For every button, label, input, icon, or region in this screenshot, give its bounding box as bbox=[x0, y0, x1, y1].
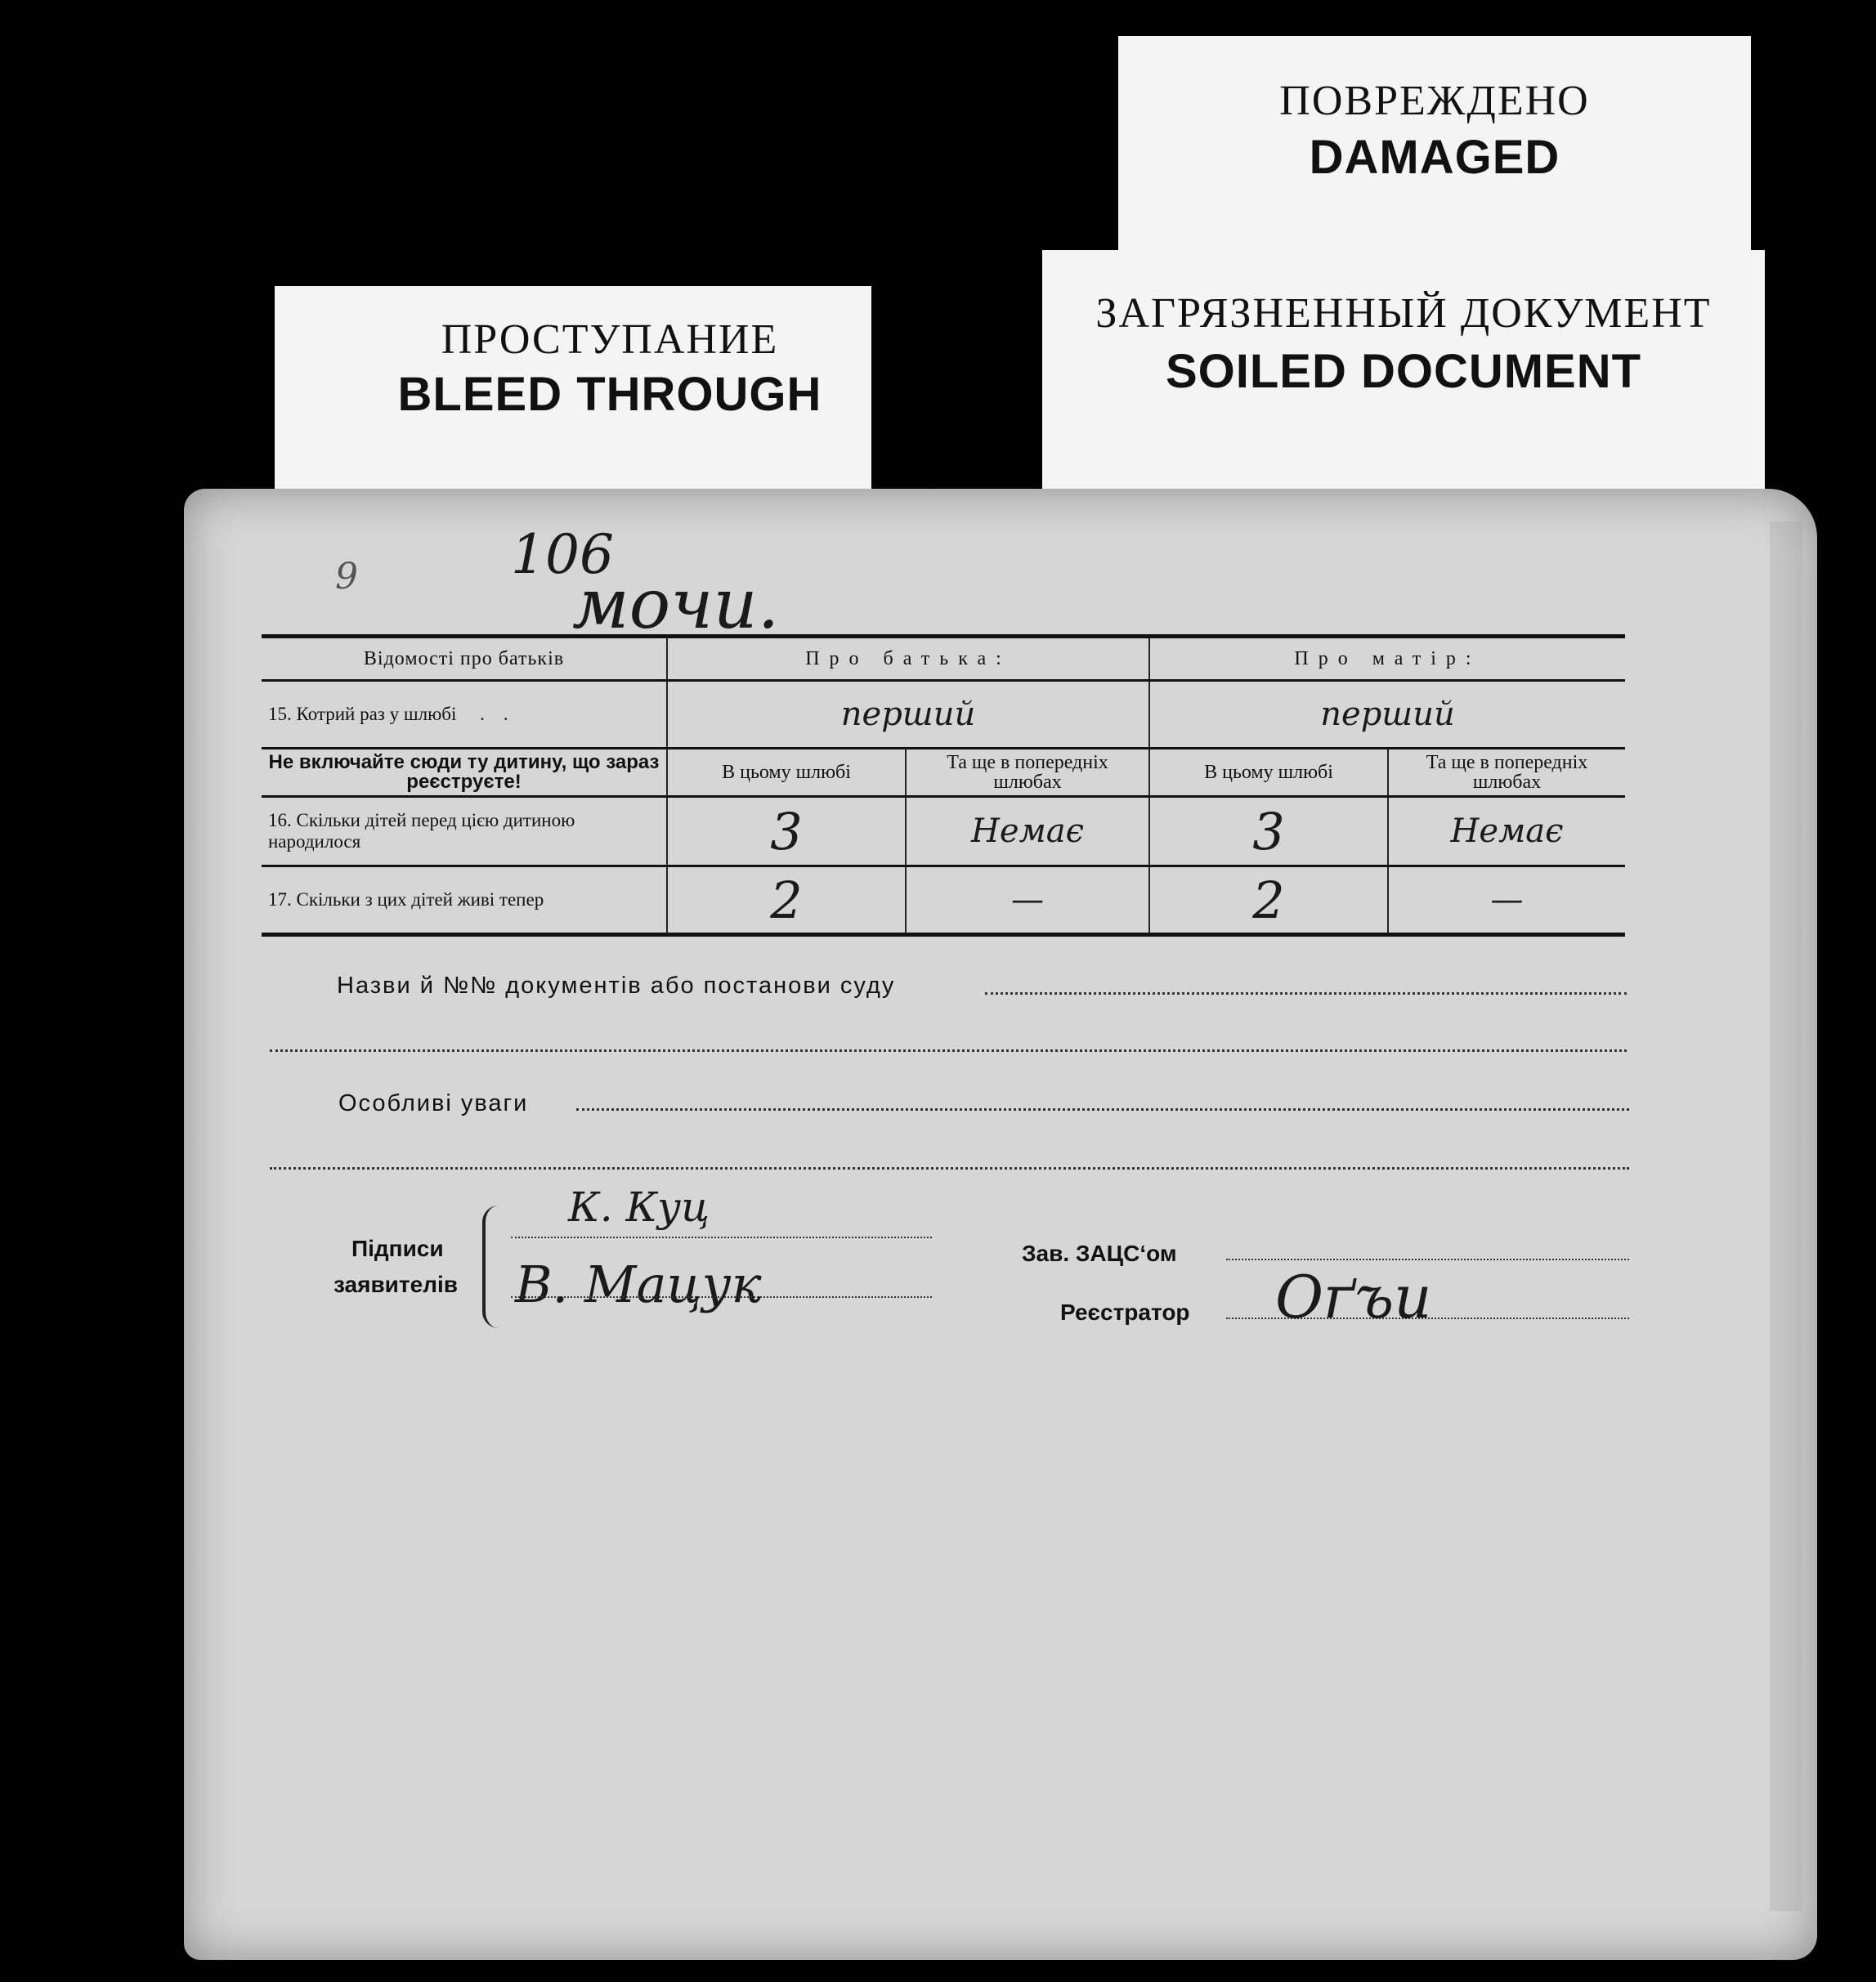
row16-label: 16. Скільки дітей перед цією дитиною народилося bbox=[262, 797, 667, 866]
table-subheader-row bbox=[262, 749, 1625, 797]
row17-mother-this: 2 bbox=[1149, 866, 1388, 935]
head-zags-line bbox=[1226, 1259, 1629, 1260]
table-row bbox=[262, 681, 1625, 749]
row15-father: перший bbox=[667, 681, 1149, 749]
row15-mother: перший bbox=[1149, 681, 1625, 749]
damaged-tab-ru: ПОВРЕЖДЕНО bbox=[1279, 78, 1590, 124]
row15-label: 15. Котрий раз у шлюбі . . bbox=[262, 681, 667, 749]
bleed-tab-ru: ПРОСТУПАНИЕ bbox=[441, 316, 779, 363]
row16-mother-prev: Немає bbox=[1388, 797, 1625, 866]
signature-line-2 bbox=[511, 1296, 932, 1298]
exclude-note: Не включайте сюди ту дитину, що зараз реєструєте! bbox=[262, 749, 667, 797]
header-mother: Про матір: bbox=[1149, 637, 1625, 681]
row17-father-prev: — bbox=[906, 866, 1149, 935]
documents-line-2 bbox=[270, 1049, 1627, 1052]
mother-previous-header: Та ще в попередніх шлюбах bbox=[1388, 749, 1625, 797]
row16-father-prev: Немає bbox=[906, 797, 1149, 866]
documents-label: Назви й №№ документів або постанови суду bbox=[337, 973, 896, 999]
remarks-line bbox=[576, 1108, 1629, 1111]
record-number: 106 bbox=[511, 523, 614, 586]
damaged-tab bbox=[1118, 36, 1751, 250]
remarks-line-2 bbox=[270, 1167, 1629, 1170]
damaged-tab-en: DAMAGED bbox=[1309, 131, 1560, 184]
signatures-brace bbox=[482, 1206, 505, 1328]
torn-edge bbox=[1770, 521, 1802, 1911]
record-note: мочи. bbox=[572, 564, 780, 644]
parents-info-table bbox=[262, 634, 1625, 937]
row16-mother-this: 3 bbox=[1149, 797, 1388, 866]
table-header-row bbox=[262, 637, 1625, 681]
soiled-tab-ru: ЗАГРЯЗНЕННЫЙ ДОКУМЕНТ bbox=[1095, 290, 1712, 337]
header-father: Про батька: bbox=[667, 637, 1149, 681]
father-previous-header: Та ще в попередніх шлюбах bbox=[906, 749, 1149, 797]
remarks-label: Особливі уваги bbox=[338, 1090, 529, 1116]
row17-label: 17. Скільки з цих дітей живі тепер bbox=[262, 866, 667, 935]
signatures-label: Підписи bbox=[351, 1236, 444, 1261]
row16-father-this: 3 bbox=[667, 797, 906, 866]
signature-line-1 bbox=[511, 1237, 932, 1238]
father-this-marriage-header: В цьому шлюбі bbox=[667, 749, 906, 797]
page-number: 9 bbox=[335, 556, 358, 597]
soiled-tab-en: SOILED DOCUMENT bbox=[1165, 345, 1642, 398]
bleed-tab-en: BLEED THROUGH bbox=[397, 368, 822, 421]
head-zags-label: Зав. ЗАЦС‘ом bbox=[1022, 1241, 1177, 1266]
soiled-document-tab bbox=[1042, 250, 1765, 495]
applicant-signature-2: В. Мацук bbox=[515, 1255, 762, 1314]
registrar-label: Реєстратор bbox=[1060, 1300, 1190, 1325]
bleed-through-tab bbox=[275, 286, 871, 500]
applicant-signature-1: К. Куц bbox=[568, 1183, 710, 1231]
documents-line bbox=[985, 992, 1627, 995]
mother-this-marriage-header: В цьому шлюбі bbox=[1149, 749, 1388, 797]
table-row bbox=[262, 797, 1625, 866]
row17-mother-prev: — bbox=[1388, 866, 1625, 935]
table-row bbox=[262, 866, 1625, 935]
applicants-label: заявителів bbox=[334, 1272, 458, 1297]
registrar-signature: Оґъи bbox=[1275, 1263, 1432, 1331]
row17-father-this: 2 bbox=[667, 866, 906, 935]
header-info: Відомості про батьків bbox=[262, 637, 667, 681]
